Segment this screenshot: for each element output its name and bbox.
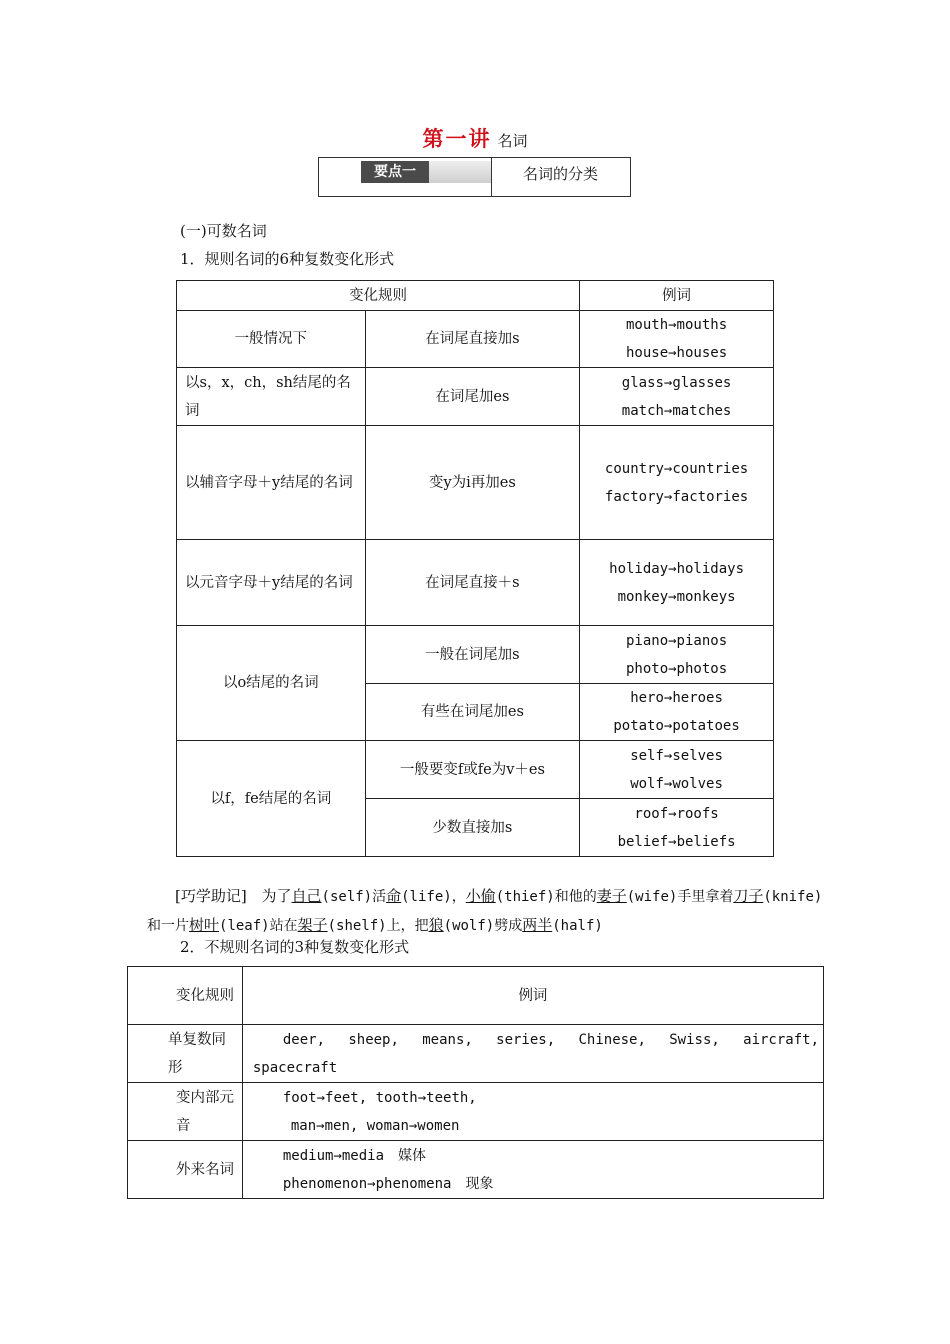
- example: mouth→mouths: [625, 317, 728, 333]
- page-title: [0, 123, 950, 153]
- rule-condition: 以o结尾的名词: [177, 626, 366, 741]
- memory-keyword: 自己: [291, 887, 322, 905]
- example-cell: [580, 311, 774, 368]
- example: wolf→wolves: [630, 775, 723, 792]
- memory-label: [巧学助记]: [175, 887, 247, 905]
- example-cell: [580, 426, 774, 540]
- memory-text: (half): [552, 918, 603, 934]
- memory-keyword: 命: [386, 887, 402, 905]
- table-header: 例词: [580, 281, 774, 311]
- example: deer, sheep, means, series, Chinese, Swiss, aircraft,: [282, 1031, 819, 1048]
- table-header: 变化规则: [128, 967, 243, 1025]
- memory-tip: [147, 882, 827, 940]
- memory-keyword: 两半: [522, 916, 553, 934]
- rule-change: 少数直接加s: [365, 799, 580, 857]
- example-cell: [242, 1141, 823, 1199]
- section-heading: (一)可数名词: [180, 222, 267, 240]
- example: belief→beliefs: [617, 833, 736, 850]
- example-cell: [580, 741, 774, 799]
- example: potato→potatoes: [613, 718, 740, 734]
- table-header: 变化规则: [177, 281, 580, 311]
- lesson-title: 第一讲: [422, 126, 492, 151]
- change-label: 变内部元音: [128, 1083, 243, 1141]
- example: match→matches: [621, 402, 732, 419]
- rule-condition: 以f，fe结尾的名词: [177, 741, 366, 857]
- example: phenomenon→phenomena: [282, 1175, 452, 1192]
- example: country→countries: [604, 460, 749, 477]
- memory-text: (knife)和一片: [147, 889, 823, 934]
- example-cell: [580, 799, 774, 857]
- rule-change: 在词尾加es: [365, 368, 580, 426]
- example-meaning: 媒体: [398, 1147, 427, 1164]
- subsection-heading: 1．规则名词的6种复数变化形式: [180, 250, 395, 268]
- rule-condition: 以s，x，ch，sh结尾的名词: [177, 368, 366, 426]
- example: monkey→monkeys: [617, 588, 736, 605]
- example-meaning: 现象: [465, 1175, 494, 1192]
- memory-text: (self)活: [321, 889, 387, 905]
- rule-change: 在词尾直接加s: [365, 311, 580, 368]
- subsection-heading: 2．不规则名词的3种复数变化形式: [180, 938, 410, 956]
- rule-condition: 一般情况下: [177, 311, 366, 368]
- key-point-bar: [361, 161, 492, 183]
- example: photo→photos: [625, 660, 728, 677]
- memory-keyword: 树叶: [189, 916, 220, 934]
- memory-text: (wolf)劈成: [443, 918, 523, 934]
- example-cell: [242, 1025, 823, 1083]
- memory-keyword: 架子: [297, 916, 328, 934]
- example-cell: [242, 1083, 823, 1141]
- key-point-tab: 要点一: [361, 161, 429, 183]
- key-point-box: [318, 157, 631, 197]
- irregular-plural-table: [127, 966, 824, 1199]
- rule-change: 变y为i再加es: [365, 426, 580, 540]
- rule-change: 有些在词尾加es: [365, 684, 580, 741]
- example-cell: [580, 540, 774, 626]
- memory-text: (leaf)站在: [219, 918, 298, 934]
- memory-text: (life)，: [401, 889, 466, 905]
- change-label: 单复数同形: [128, 1025, 243, 1083]
- rule-change: 一般要变f或fe为v＋es: [365, 741, 580, 799]
- rule-condition: 以元音字母＋y结尾的名词: [177, 540, 366, 626]
- example: piano→pianos: [625, 632, 728, 649]
- memory-keyword: 刀子: [733, 887, 764, 905]
- example: spacecraft: [252, 1059, 338, 1076]
- memory-text: (thief)和他的: [495, 889, 597, 905]
- example: holiday→holidays: [609, 560, 744, 577]
- example: man→men, woman→women: [290, 1117, 460, 1134]
- example-cell: [580, 626, 774, 684]
- key-point-text: 名词的分类: [522, 165, 598, 183]
- example: factory→factories: [604, 488, 749, 505]
- memory-keyword: 妻子: [596, 887, 627, 905]
- example: foot→feet, tooth→teeth,: [282, 1089, 477, 1106]
- example: hero→heroes: [630, 690, 723, 706]
- memory-keyword: 小偷: [465, 887, 496, 905]
- example-cell: [580, 368, 774, 426]
- memory-text: (wife)手里拿着: [626, 889, 734, 905]
- memory-text: (shelf)上，把: [327, 918, 429, 934]
- example: medium→media: [282, 1147, 385, 1164]
- change-label: 外来名词: [128, 1141, 243, 1199]
- example: roof→roofs: [634, 805, 719, 822]
- example-cell: [580, 684, 774, 741]
- example: glass→glasses: [621, 374, 732, 391]
- rule-change: 一般在词尾加s: [365, 626, 580, 684]
- regular-plural-table: [176, 280, 774, 857]
- example: house→houses: [625, 345, 728, 361]
- memory-text: 为了: [261, 887, 292, 905]
- lesson-subtitle: 名词: [497, 132, 528, 150]
- rule-change: 在词尾直接＋s: [365, 540, 580, 626]
- example: self→selves: [630, 747, 723, 764]
- table-header: 例词: [242, 967, 823, 1025]
- rule-condition: 以辅音字母＋y结尾的名词: [177, 426, 366, 540]
- memory-keyword: 狼: [428, 916, 444, 934]
